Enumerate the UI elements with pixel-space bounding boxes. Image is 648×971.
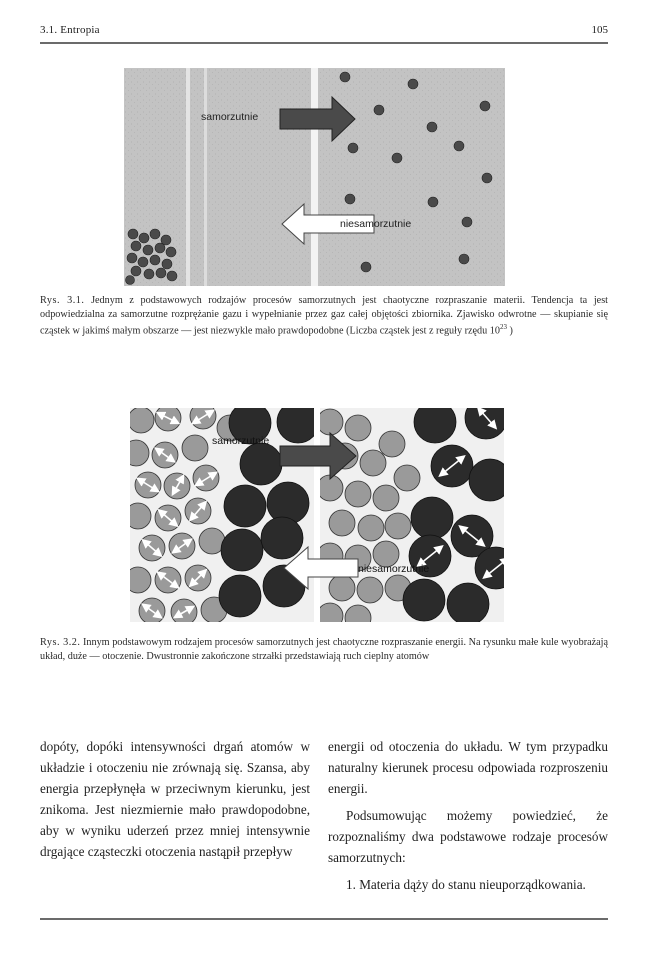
- caption-end: ): [509, 325, 513, 337]
- body-paragraph: dopóty, dopóki intensywności drgań atomów w układzie i otoczeniu nie zrównają się. Szansa, aby energia przepłynęła w przeciwnym kierunku, jest znikoma. Jest niezmiernie mało prawdopodobne, aby w wyniku uderzeń przez mniej intensywnie drgające cząsteczki otoczenia nastąpił przepływ: [40, 739, 310, 859]
- divider: [314, 408, 320, 622]
- arrow-right-label: samorzutnie: [212, 435, 270, 447]
- body-column-left: [40, 736, 310, 862]
- body-paragraph: Podsumowując możemy powiedzieć, że rozpoznaliśmy dwa podstawowe rodzaje procesów samorzutnych:: [328, 808, 608, 865]
- arrow-left-label: niesamorzutnie: [340, 218, 412, 230]
- caption-text: Innym podstawowym rodzajem procesów samorzutnych jest chaotyczne rozpraszanie energii. Na rysunku małe kule wyobrażają układ, duże — otoczenie. Dwustronnie zakończone strzałki przedstawiają ruch cieplny atomów: [40, 637, 609, 662]
- arrow-left-label: niesamorzutnie: [358, 563, 430, 575]
- body-paragraph: energii od otoczenia do układu. W tym przypadku naturalny kierunek procesu odpowiada rozproszeniu energii.: [328, 739, 608, 796]
- figure-3-1-caption: [40, 294, 608, 338]
- page-number: 105: [591, 24, 608, 36]
- section-title: 3.1. Entropia: [40, 24, 100, 36]
- figure-3-2-caption: [40, 636, 608, 663]
- figure-3-1: [124, 68, 505, 286]
- header-rule: [40, 42, 608, 44]
- right-panel: [317, 408, 504, 622]
- right-container: [318, 68, 505, 286]
- divider: [311, 68, 318, 286]
- arrow-right-label: samorzutnie: [201, 111, 259, 123]
- caption-superscript: 23: [499, 323, 507, 331]
- running-head: [40, 22, 608, 40]
- list-item: 1. Materia dąży do stanu nieuporządkowania.: [346, 877, 586, 892]
- caption-text: Jednym z podstawowych rodzajów procesów samorzutnych jest chaotyczne rozpraszanie materii. Tendencja ta jest odpowiedzialna za samorzutne rozprężanie gazu i wypełnianie przez gaz całej objętości zbiornika. Zjawisko odwrotne — skupianie się cząstek w jakimś małym obszarze — jest niezwykle mało prawdopodobne (Liczba cząstek jest z reguły rzędu 10: [40, 295, 608, 337]
- body-column-right: [328, 736, 608, 895]
- figure-3-2: [130, 408, 504, 622]
- footer-rule: [40, 918, 608, 920]
- caption-label: Rys. 3.2.: [40, 637, 81, 648]
- caption-label: Rys. 3.1.: [40, 295, 85, 306]
